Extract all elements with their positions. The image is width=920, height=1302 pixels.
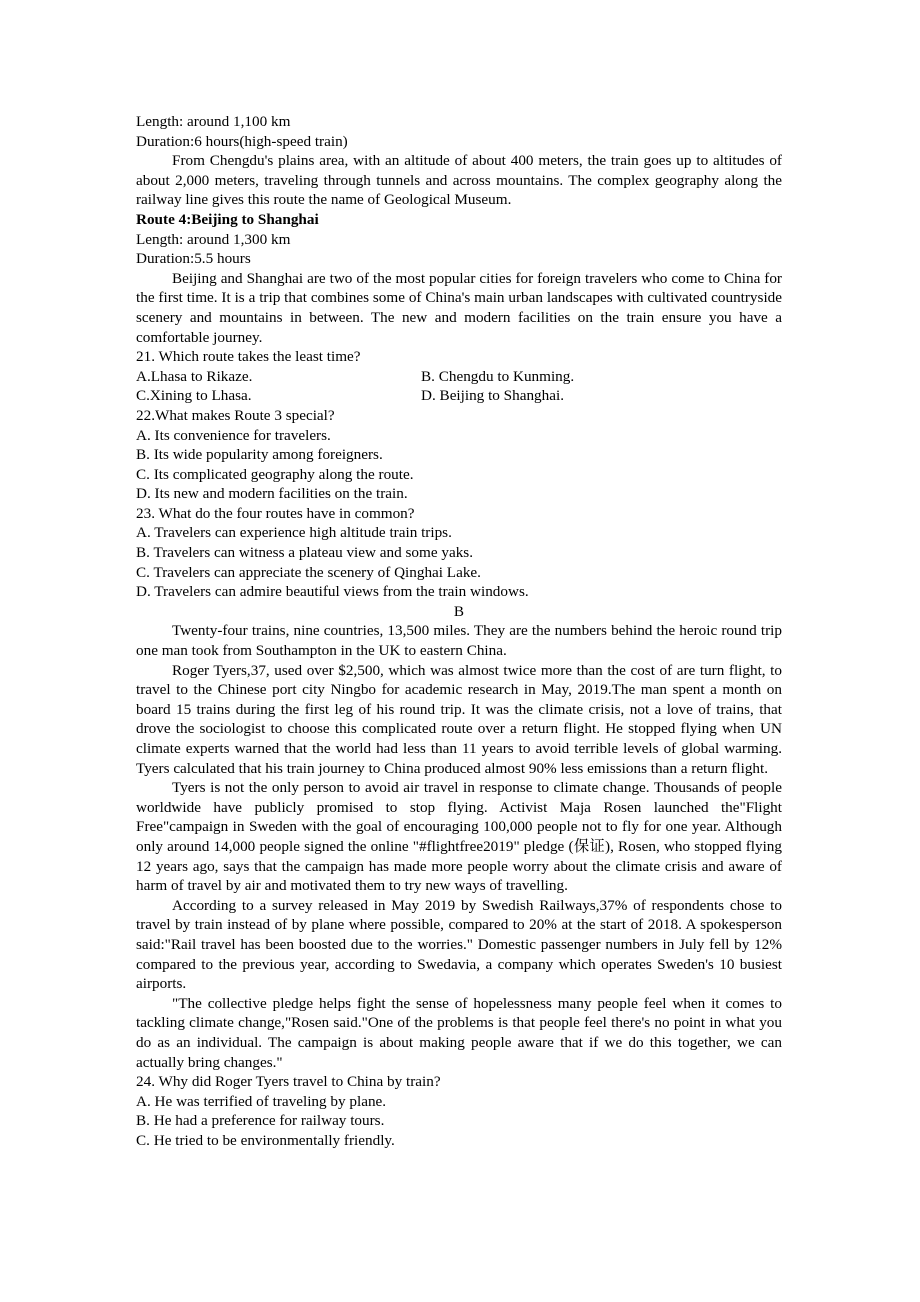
- route4-duration: Duration:5.5 hours: [136, 250, 251, 268]
- question-23-option-b[interactable]: B. Travelers can witness a plateau view and some yaks.: [136, 544, 474, 562]
- route4-heading: Route 4:Beijing to Shanghai: [136, 210, 319, 228]
- question-23-option-c[interactable]: C. Travelers can appreciate the scenery of Qinghai Lake.: [136, 563, 481, 581]
- question-22-option-c[interactable]: C. Its complicated geography along the route.: [136, 465, 414, 483]
- passage-b-paragraph-3: Tyers is not the only person to avoid air travel in response to climate change. Thousands of people worldwide have publicly promised to stop flying. Activist Maja Rosen launched the"Flight Free"campaign in Sweden with the goal of encouraging 100,000 people not to fly for one year. Although only around 14,000 people signed the online "#flightfree2019" pledge (保证), Rosen, who stopped flying 12 years ago, says that the campaign has made more people worry about the climate crisis and aware of harm of travel by air and motivated them to try new ways of travelling.: [136, 779, 782, 895]
- question-22-option-a[interactable]: A. Its convenience for travelers.: [136, 426, 331, 444]
- question-24-option-a[interactable]: A. He was terrified of traveling by plane.: [136, 1092, 387, 1110]
- question-21-option-a[interactable]: A.Lhasa to Rikaze.: [136, 367, 253, 385]
- route3-duration: Duration:6 hours(high-speed train): [136, 132, 348, 150]
- question-22-option-d[interactable]: D. Its new and modern facilities on the train.: [136, 485, 408, 503]
- question-23-stem: 23. What do the four routes have in common?: [136, 504, 415, 522]
- route4-length: Length: around 1,300 km: [136, 230, 291, 248]
- passage-b-paragraph-2: Roger Tyers,37, used over $2,500, which was almost twice more than the cost of are turn flight, to travel to the Chinese port city Ningbo for academic research in May, 2019.The man spent a month on board 15 trains during the first leg of his round trip. It was the climate crisis, not a love of trains, that drove the sociologist to choose this complicated route over a return flight. He stopped flying when UN climate experts warned that the world had less than 11 years to avoid terrible levels of global warming. Tyers calculated that his train journey to China produced almost 90% less emissions than a return flight.: [136, 661, 782, 777]
- question-24-option-c[interactable]: C. He tried to be environmentally friendly.: [136, 1131, 395, 1149]
- question-21-option-d[interactable]: D. Beijing to Shanghai.: [421, 387, 565, 405]
- question-22-option-b[interactable]: B. Its wide popularity among foreigners.: [136, 446, 383, 464]
- question-23-option-d[interactable]: D. Travelers can admire beautiful views from the train windows.: [136, 583, 529, 601]
- question-21-option-b[interactable]: B. Chengdu to Kunming.: [421, 367, 575, 385]
- question-21-option-c[interactable]: C.Xining to Lhasa.: [136, 387, 252, 405]
- route3-description: From Chengdu's plains area, with an altitude of about 400 meters, the train goes up to altitudes of about 2,000 meters, traveling through tunnels and across mountains. The complex geography along the railway line gives this route the name of Geological Museum.: [136, 152, 782, 209]
- question-22-stem: 22.What makes Route 3 special?: [136, 406, 335, 424]
- question-24-stem: 24. Why did Roger Tyers travel to China by train?: [136, 1073, 441, 1091]
- passage-b-label: B: [453, 602, 465, 620]
- route3-length: Length: around 1,100 km: [136, 113, 291, 130]
- question-21-stem: 21. Which route takes the least time?: [136, 348, 361, 366]
- question-21-options-row-1: [136, 367, 782, 387]
- document-body: [136, 112, 782, 1150]
- question-21-options-row-2: [136, 386, 782, 406]
- question-23-option-a[interactable]: A. Travelers can experience high altitude train trips.: [136, 524, 452, 542]
- passage-b-paragraph-5: "The collective pledge helps fight the sense of hopelessness many people feel when it comes to tackling climate change,"Rosen said."One of the problems is that people feel there's no point in what you do as an individual. The campaign is about making people aware that if we do this together, we can actually bring changes.": [136, 994, 782, 1071]
- question-24-option-b[interactable]: B. He had a preference for railway tours.: [136, 1112, 385, 1130]
- passage-b-paragraph-1: Twenty-four trains, nine countries, 13,500 miles. They are the numbers behind the heroic round trip one man took from Southampton in the UK to eastern China.: [136, 622, 782, 660]
- passage-b-paragraph-4: According to a survey released in May 2019 by Swedish Railways,37% of respondents chose to travel by train instead of by plane where possible, compared to 20% at the start of 2018. A spokesperson said:"Rail travel has been boosted due to the worries." Domestic passenger numbers in July fell by 12% compared to the previous year, according to Swedavia, a company which operates Sweden's 10 busiest airports.: [136, 896, 782, 993]
- route4-description: Beijing and Shanghai are two of the most popular cities for foreign travelers who come to China for the first time. It is a trip that combines some of China's main urban landscapes with cultivated countryside scenery and mountains in between. The new and modern facilities on the train ensure you have a comfortable journey.: [136, 269, 782, 346]
